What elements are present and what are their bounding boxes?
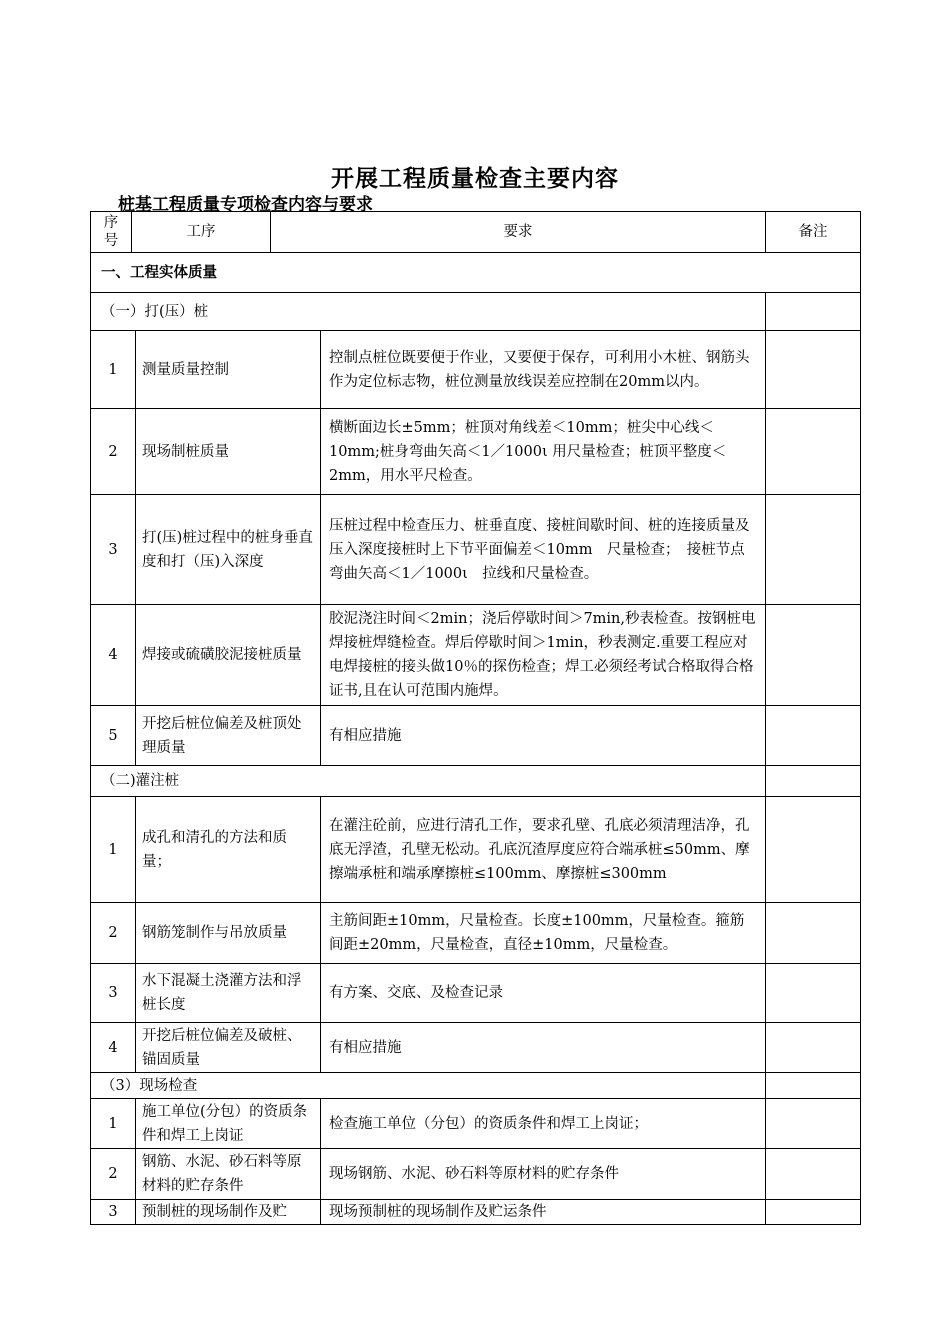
process-cell: 开挖后桩位偏差及破桩、锚固质量 <box>135 1022 321 1073</box>
remark-cell <box>765 1098 861 1149</box>
document-subtitle: 桩基工程质量专项检查内容与要求 <box>118 195 373 215</box>
requirement-cell: 有方案、交底、及检查记录 <box>320 963 766 1023</box>
process-cell: 钢筋笼制作与吊放质量 <box>135 902 321 964</box>
remark-cell <box>765 292 861 331</box>
remark-cell <box>765 604 861 706</box>
row-number: 2 <box>90 902 136 964</box>
requirement-cell: 检查施工单位（分包）的资质条件和焊工上岗证； <box>320 1098 766 1149</box>
row-number: 3 <box>90 494 136 605</box>
requirement-cell: 有相应措施 <box>320 1022 766 1073</box>
row-number: 3 <box>90 1199 136 1225</box>
row-number: 2 <box>90 1148 136 1200</box>
process-cell: 打(压)桩过程中的桩身垂直度和打（压)入深度 <box>135 494 321 605</box>
section-title: 一、工程实体质量 <box>90 252 861 293</box>
group-title: （3）现场检查 <box>90 1072 766 1099</box>
remark-cell <box>765 408 861 495</box>
header-requirement: 要求 <box>270 211 766 253</box>
remark-cell <box>765 765 861 797</box>
row-number: 3 <box>90 963 136 1023</box>
process-cell: 焊接或硫磺胶泥接桩质量 <box>135 604 321 706</box>
requirement-cell: 现场钢筋、水泥、砂石料等原材料的贮存条件 <box>320 1148 766 1200</box>
header-remark: 备注 <box>765 211 861 253</box>
remark-cell <box>765 796 861 903</box>
header-seq-char: 号 <box>103 233 119 249</box>
requirement-cell: 控制点桩位既要便于作业，又要便于保存，可利用小木桩、钢筋头作为定位标志物，桩位测量放线误差应控制在20mm以内。 <box>320 330 766 409</box>
requirement-cell: 在灌注砼前，应进行清孔工作，要求孔壁、孔底必须清理洁净，孔底无浮渣，孔壁无松动。孔底沉渣厚度应符合端承桩≤50mm、摩擦端承桩和端承摩擦桩≤100mm、摩擦桩≤300mm <box>320 796 766 903</box>
row-number: 5 <box>90 705 136 766</box>
remark-cell <box>765 1199 861 1225</box>
process-cell: 钢筋、水泥、砂石料等原材料的贮存条件 <box>135 1148 321 1200</box>
document-title: 开展工程质量检查主要内容 <box>331 165 619 192</box>
header-process: 工序 <box>131 211 271 253</box>
remark-cell <box>765 902 861 964</box>
remark-cell <box>765 1072 861 1099</box>
process-cell: 水下混凝土浇灌方法和浮桩长度 <box>135 963 321 1023</box>
remark-cell <box>765 494 861 605</box>
process-cell: 开挖后桩位偏差及桩顶处理质量 <box>135 705 321 766</box>
requirement-cell: 主筋间距±10mm，尺量检查。长度±100mm，尺量检查。箍筋间距±20mm，尺量检查，直径±10mm，尺量检查。 <box>320 902 766 964</box>
remark-cell <box>765 705 861 766</box>
remark-cell <box>765 1022 861 1073</box>
row-number: 4 <box>90 1022 136 1073</box>
requirement-cell: 压桩过程中检查压力、桩垂直度、接桩间歇时间、桩的连接质量及压入深度接桩时上下节平面偏差＜10mm 尺量检查； 接桩节点弯曲矢高＜1／1000ι 拉线和尺量检查。 <box>320 494 766 605</box>
group-title: （一）打(压）桩 <box>90 292 766 331</box>
requirement-cell: 有相应措施 <box>320 705 766 766</box>
process-cell: 预制桩的现场制作及贮 <box>135 1199 321 1225</box>
process-cell: 测量质量控制 <box>135 330 321 409</box>
row-number: 1 <box>90 796 136 903</box>
requirement-cell: 现场预制桩的现场制作及贮运条件 <box>320 1199 766 1225</box>
header-seq-char: 序 <box>103 215 119 231</box>
requirement-cell: 横断面边长±5mm；桩顶对角线差＜10mm；桩尖中心线＜10mm;桩身弯曲矢高＜1／1000ι 用尺量检查；桩顶平整度＜2mm，用水平尺检查。 <box>320 408 766 495</box>
row-number: 2 <box>90 408 136 495</box>
row-number: 1 <box>90 330 136 409</box>
remark-cell <box>765 963 861 1023</box>
process-cell: 成孔和清孔的方法和质量； <box>135 796 321 903</box>
process-cell: 现场制桩质量 <box>135 408 321 495</box>
remark-cell <box>765 1148 861 1200</box>
requirement-cell: 胶泥浇注时间＜2min；浇后停歇时间＞7min,秒表检查。按钢桩电焊接桩焊缝检查。焊后停歇时间＞1min，秒表测定.重要工程应对电焊接桩的接头做10％的探伤检查；焊工必须经考试合格取得合格证书,且在认可范围内施焊。 <box>320 604 766 706</box>
remark-cell <box>765 330 861 409</box>
group-title: （二)灌注桩 <box>90 765 766 797</box>
process-cell: 施工单位(分包）的资质条件和焊工上岗证 <box>135 1098 321 1149</box>
row-number: 4 <box>90 604 136 706</box>
header-seq <box>90 211 132 253</box>
row-number: 1 <box>90 1098 136 1149</box>
